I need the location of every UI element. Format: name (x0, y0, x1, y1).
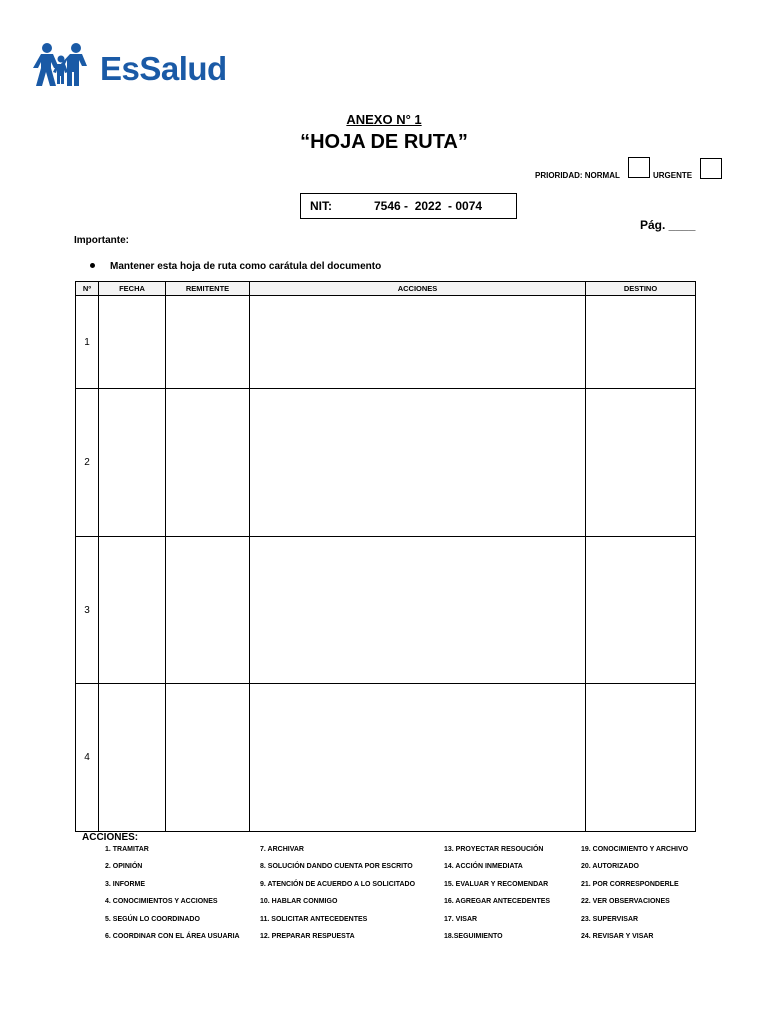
accion-item: 4. CONOCIMIENTOS Y ACCIONES (105, 898, 218, 906)
accion-item: 21. POR CORRESPONDERLE (581, 880, 679, 888)
table-row (76, 296, 696, 389)
acciones-title: ACCIONES: (82, 832, 139, 843)
essalud-logo (32, 40, 232, 90)
table-row (76, 389, 696, 537)
column-header-remitente: REMITENTE (166, 282, 250, 296)
table-row (76, 537, 696, 684)
accion-item: 13. PROYECTAR RESOUCIÓN (444, 846, 544, 853)
priority-normal-checkbox[interactable] (628, 157, 650, 178)
priority-normal-label: PRIORIDAD: NORMAL (535, 171, 620, 180)
accion-item: 12. PREPARAR RESPUESTA (260, 932, 355, 940)
nit-label: NIT: (310, 199, 332, 213)
accion-item: 18.SEGUIMIENTO (444, 932, 503, 940)
destino-cell[interactable] (586, 684, 696, 832)
row-number: 2 (76, 389, 99, 537)
column-header-acciones: ACCIONES (250, 282, 586, 296)
accion-item: 10. HABLAR CONMIGO (260, 898, 338, 906)
destino-cell[interactable] (586, 389, 696, 537)
nit-value: 7546 - 2022 - 0074 (374, 199, 483, 213)
accion-item: 24. REVISAR Y VISAR (581, 932, 654, 940)
acciones-cell[interactable] (250, 389, 586, 537)
logo-text: EsSalud (100, 50, 227, 87)
accion-item: 1. TRAMITAR (105, 846, 149, 853)
table-row (76, 684, 696, 832)
column-header-destino: DESTINO (586, 282, 696, 296)
accion-item: 22. VER OBSERVACIONES (581, 898, 670, 906)
bullet-icon (90, 263, 95, 268)
page-number: Pág. ____ (640, 218, 696, 232)
remitente-cell[interactable] (166, 537, 250, 684)
acciones-cell[interactable] (250, 537, 586, 684)
acciones-column-1 (105, 846, 240, 950)
family-icon (32, 42, 98, 88)
destino-cell[interactable] (586, 537, 696, 684)
row-number: 4 (76, 684, 99, 832)
priority-urgent-checkbox[interactable] (700, 158, 722, 179)
accion-item: 14. ACCIÓN INMEDIATA (444, 863, 523, 871)
remitente-cell[interactable] (166, 389, 250, 537)
important-note (90, 261, 381, 272)
accion-item: 7. ARCHIVAR (260, 846, 304, 853)
remitente-cell[interactable] (166, 684, 250, 832)
important-note-text: Mantener esta hoja de ruta como carátula del documento (110, 261, 382, 272)
accion-item: 3. INFORME (105, 880, 146, 888)
accion-item: 2. OPINIÓN (105, 863, 143, 871)
document-title: “HOJA DE RUTA” (300, 131, 468, 153)
nit-box (300, 193, 517, 219)
fecha-cell[interactable] (99, 684, 166, 832)
accion-item: 19. CONOCIMIENTO Y ARCHIVO (581, 846, 689, 853)
column-header-fecha: FECHA (99, 282, 166, 296)
priority-urgent-label: URGENTE (653, 171, 693, 180)
accion-item: 5. SEGÚN LO COORDINADO (105, 915, 200, 923)
accion-item: 17. VISAR (444, 915, 478, 923)
column-header-num: Nº (76, 282, 99, 296)
row-number: 3 (76, 537, 99, 684)
fecha-cell[interactable] (99, 296, 166, 389)
accion-item: 20. AUTORIZADO (581, 863, 639, 871)
remitente-cell[interactable] (166, 296, 250, 389)
accion-item: 15. EVALUAR Y RECOMENDAR (444, 880, 549, 888)
accion-item: 8. SOLUCIÓN DANDO CUENTA POR ESCRITO (260, 863, 413, 871)
anexo-label: ANEXO N° 1 (346, 112, 422, 127)
acciones-column-4 (581, 846, 688, 950)
fecha-cell[interactable] (99, 537, 166, 684)
acciones-cell[interactable] (250, 296, 586, 389)
important-label: Importante: (74, 235, 129, 246)
fecha-cell[interactable] (99, 389, 166, 537)
accion-item: 6. COORDINAR CON EL ÁREA USUARIA (105, 932, 240, 940)
accion-item: 11. SOLICITAR ANTECEDENTES (260, 915, 368, 923)
destino-cell[interactable] (586, 296, 696, 389)
acciones-column-2 (260, 846, 415, 950)
routing-table (75, 281, 696, 832)
acciones-cell[interactable] (250, 684, 586, 832)
accion-item: 9. ATENCIÓN DE ACUERDO A LO SOLICITADO (260, 880, 416, 888)
accion-item: 23. SUPERVISAR (581, 915, 639, 923)
acciones-column-3 (444, 846, 550, 950)
row-number: 1 (76, 296, 99, 389)
table-header-row (76, 282, 696, 296)
accion-item: 16. AGREGAR ANTECEDENTES (444, 898, 551, 906)
